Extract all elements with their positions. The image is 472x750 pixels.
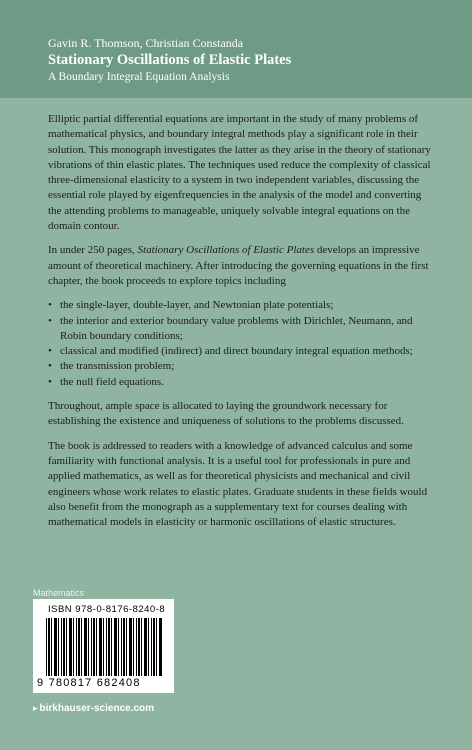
- barcode-bars: [46, 618, 162, 676]
- subject-label: Mathematics: [33, 588, 85, 598]
- paragraph-intro: Elliptic partial differential equations are important in the study of many problems of mathematical physics, and boundary integral methods play a significant role in their solution. This monograph investigates the latter as they arise in the theory of stationary vibrations of thin elastic plates. The techniques used reduce the complexity of classical three-dimensional elasticity to a system in two independent variables, discussing the essential role played by eigenfrequencies in the analysis of the model and converting the attending problems to manageable, uniquely solvable integral equations on the domain contour.: [48, 113, 431, 233]
- arrow-icon: ▸: [33, 703, 38, 713]
- list-item: • classical and modified (indirect) and direct boundary integral equation methods;: [48, 344, 434, 359]
- overview-start: In under 250 pages,: [48, 244, 138, 257]
- book-authors: Gavin R. Thomson, Christian Constanda: [48, 36, 244, 50]
- paragraph-overview: [48, 243, 434, 289]
- isbn-label: ISBN 978-0-8176-8240-8: [48, 604, 166, 615]
- website-url: birkhauser-science.com: [39, 703, 155, 714]
- blurb-text: [48, 112, 434, 539]
- list-item: • the transmission problem;: [48, 359, 434, 374]
- list-item: • the interior and exterior boundary value problems with Dirichlet, Neumann, and Robin boundary conditions;: [48, 314, 434, 345]
- overview-end: develops an impressive amount of theoretical machinery. After introducing the governing equations in the first chapter, the book proceeds to explore topics including: [48, 244, 429, 287]
- paragraph-audience: The book is addressed to readers with a knowledge of advanced calculus and some familiarity with functional analysis. It is a useful tool for professionals in pure and applied mathematics, as well as for theoretical physicists and mechanical and civil engineers whose work relates to elastic plates. Graduate students in these fields would also benefit from the monograph as a supplementary text for courses dealing with mathematical models in elasticity or harmonic oscillations of elastic structures.: [48, 439, 428, 529]
- list-item: • the null field equations.: [48, 375, 434, 390]
- book-subtitle: A Boundary Integral Equation Analysis: [48, 71, 230, 83]
- topics-list: [48, 298, 434, 390]
- book-title: Stationary Oscillations of Elastic Plates: [48, 52, 292, 68]
- book-title-italic: Stationary Oscillations of Elastic Plates: [137, 244, 315, 257]
- list-item: • the single-layer, double-layer, and Newtonian plate potentials;: [48, 298, 434, 313]
- paragraph-groundwork: Throughout, ample space is allocated to laying the groundwork necessary for establishing the existence and uniqueness of solutions to the problems discussed.: [48, 400, 404, 428]
- publisher-website: [33, 703, 154, 714]
- barcode-block: [33, 599, 174, 693]
- barcode-number: 9 780817 682408: [37, 677, 141, 689]
